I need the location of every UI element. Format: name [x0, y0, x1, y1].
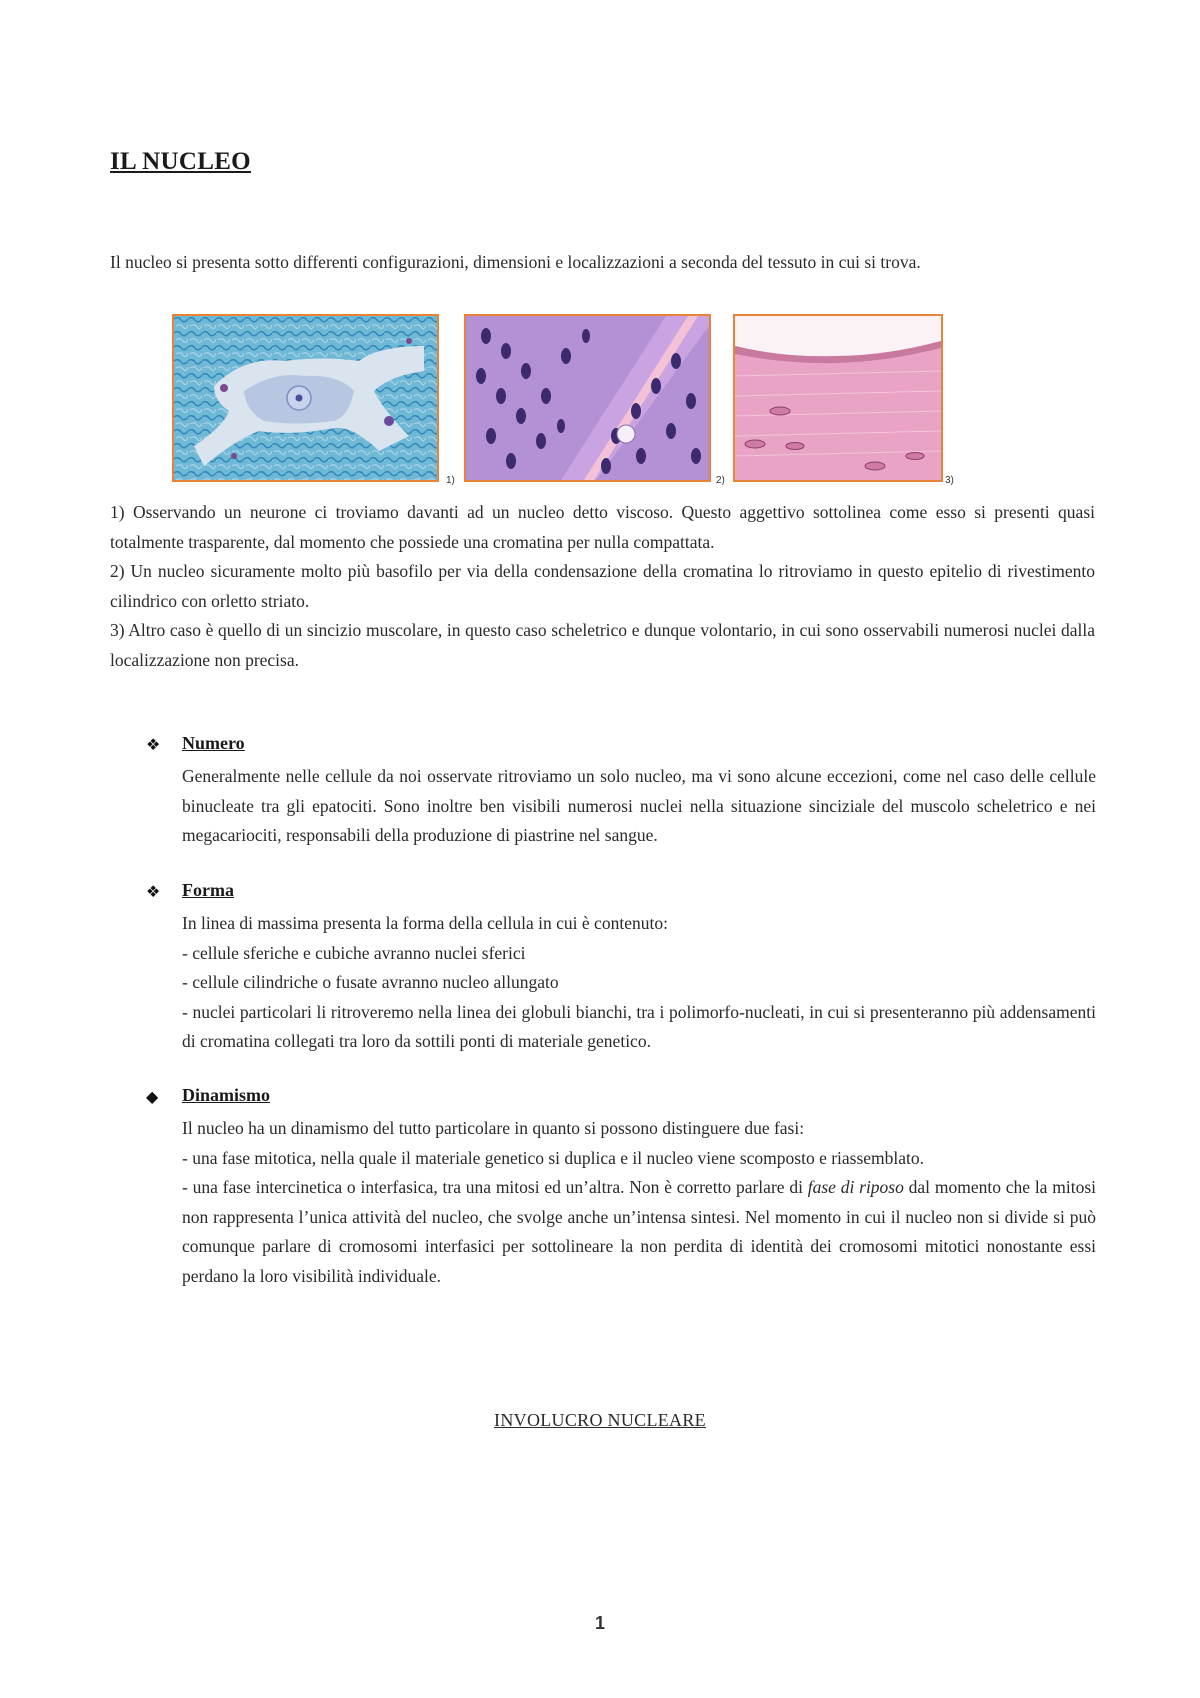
section-title-dinamismo: Dinamismo	[182, 1085, 271, 1105]
section-body-dinamismo	[182, 1114, 1096, 1291]
intro-paragraph: Il nucleo si presenta sotto differenti configurazioni, dimensioni e localizzazioni a seconda del tessuto in cui si trova.	[110, 252, 921, 272]
section-heading-involucro: INVOLUCRO NUCLEARE	[494, 1410, 706, 1430]
section-line	[182, 1173, 1096, 1291]
section-body-forma	[182, 909, 1096, 1057]
page-number: 1	[594, 1613, 605, 1633]
text-run: - una fase intercinetica o interfasica, tra una mitosi ed un’altra. Non è corretto parlare di	[182, 1177, 808, 1197]
observation-paragraph-3: 3) Altro caso è quello di un sincizio muscolare, in questo caso scheletrico e dunque volontario, in cui sono osservabili numerosi nuclei dalla localizzazione non precisa.	[110, 620, 1095, 670]
section-line: Il nucleo ha un dinamismo del tutto particolare in quanto si possono distinguere due fasi:	[182, 1118, 805, 1138]
observation-paragraph-1: 1) Osservando un neurone ci troviamo davanti ad un nucleo detto viscoso. Questo aggettivo sottolinea come esso si presenti quasi totalmente trasparente, dal momento che possiede una cromatina per nulla compattata.	[110, 502, 1095, 552]
section-line: - cellule sferiche e cubiche avranno nuclei sferici	[182, 942, 526, 963]
figure-neurone	[172, 314, 439, 482]
bullet-icon: ❖	[146, 735, 161, 754]
section-line: - una fase mitotica, nella quale il materiale genetico si duplica e il nucleo viene scomposto e riassemblato.	[182, 1147, 925, 1168]
section-title-numero: Numero	[182, 733, 245, 753]
page-title: IL NUCLEO	[110, 148, 251, 175]
figure-label-2: 2)	[716, 475, 725, 486]
figure-muscolo	[733, 314, 943, 482]
figure-label-1: 1)	[446, 475, 455, 486]
section-line: - cellule cilindriche o fusate avranno nucleo allungato	[182, 972, 559, 992]
section-title-forma: Forma	[182, 880, 234, 900]
figure-label-3: 3)	[945, 475, 954, 486]
text-run: dal momento che la mitosi non rappresenta l’unica attività del nucleo, che svolge anche un’intensa sintesi. Nel momento in cui il nucleo non si divide si può comunque parlare di cromosomi interfasici per sottolineare la non perdita di identità dei cromosomi mitotici nonostante essi perdano la loro visibilità individuale.	[182, 1177, 1097, 1286]
bullet-icon: ◆	[146, 1087, 159, 1106]
observation-paragraph-2: 2) Un nucleo sicuramente molto più basofilo per via della condensazione della cromatina lo ritroviamo in questo epitelio di rivestimento cilindrico con orletto striato.	[110, 561, 1095, 611]
section-body-numero	[182, 762, 1096, 851]
italic-term: fase di riposo	[807, 1177, 904, 1197]
section-line: In linea di massima presenta la forma della cellula in cui è contenuto:	[182, 913, 668, 933]
section-text: Generalmente nelle cellule da noi osservate ritroviamo un solo nucleo, ma vi sono alcune eccezioni, come nel caso delle cellule binucleate tra gli epatociti. Sono inoltre ben visibili numerosi nuclei nella situazione sinciziale del muscolo scheletrico e nei megacariociti, responsabili della produzione di piastrine nel sangue.	[182, 766, 1096, 845]
bullet-icon: ❖	[146, 882, 161, 901]
figure-epitelio	[464, 314, 711, 482]
section-line: - nuclei particolari li ritroveremo nella linea dei globuli bianchi, tra i polimorfo-nucleati, in cui si presenteranno più addensamenti di cromatina collegati tra loro da sottili ponti di materiale genetico.	[182, 1001, 1096, 1051]
